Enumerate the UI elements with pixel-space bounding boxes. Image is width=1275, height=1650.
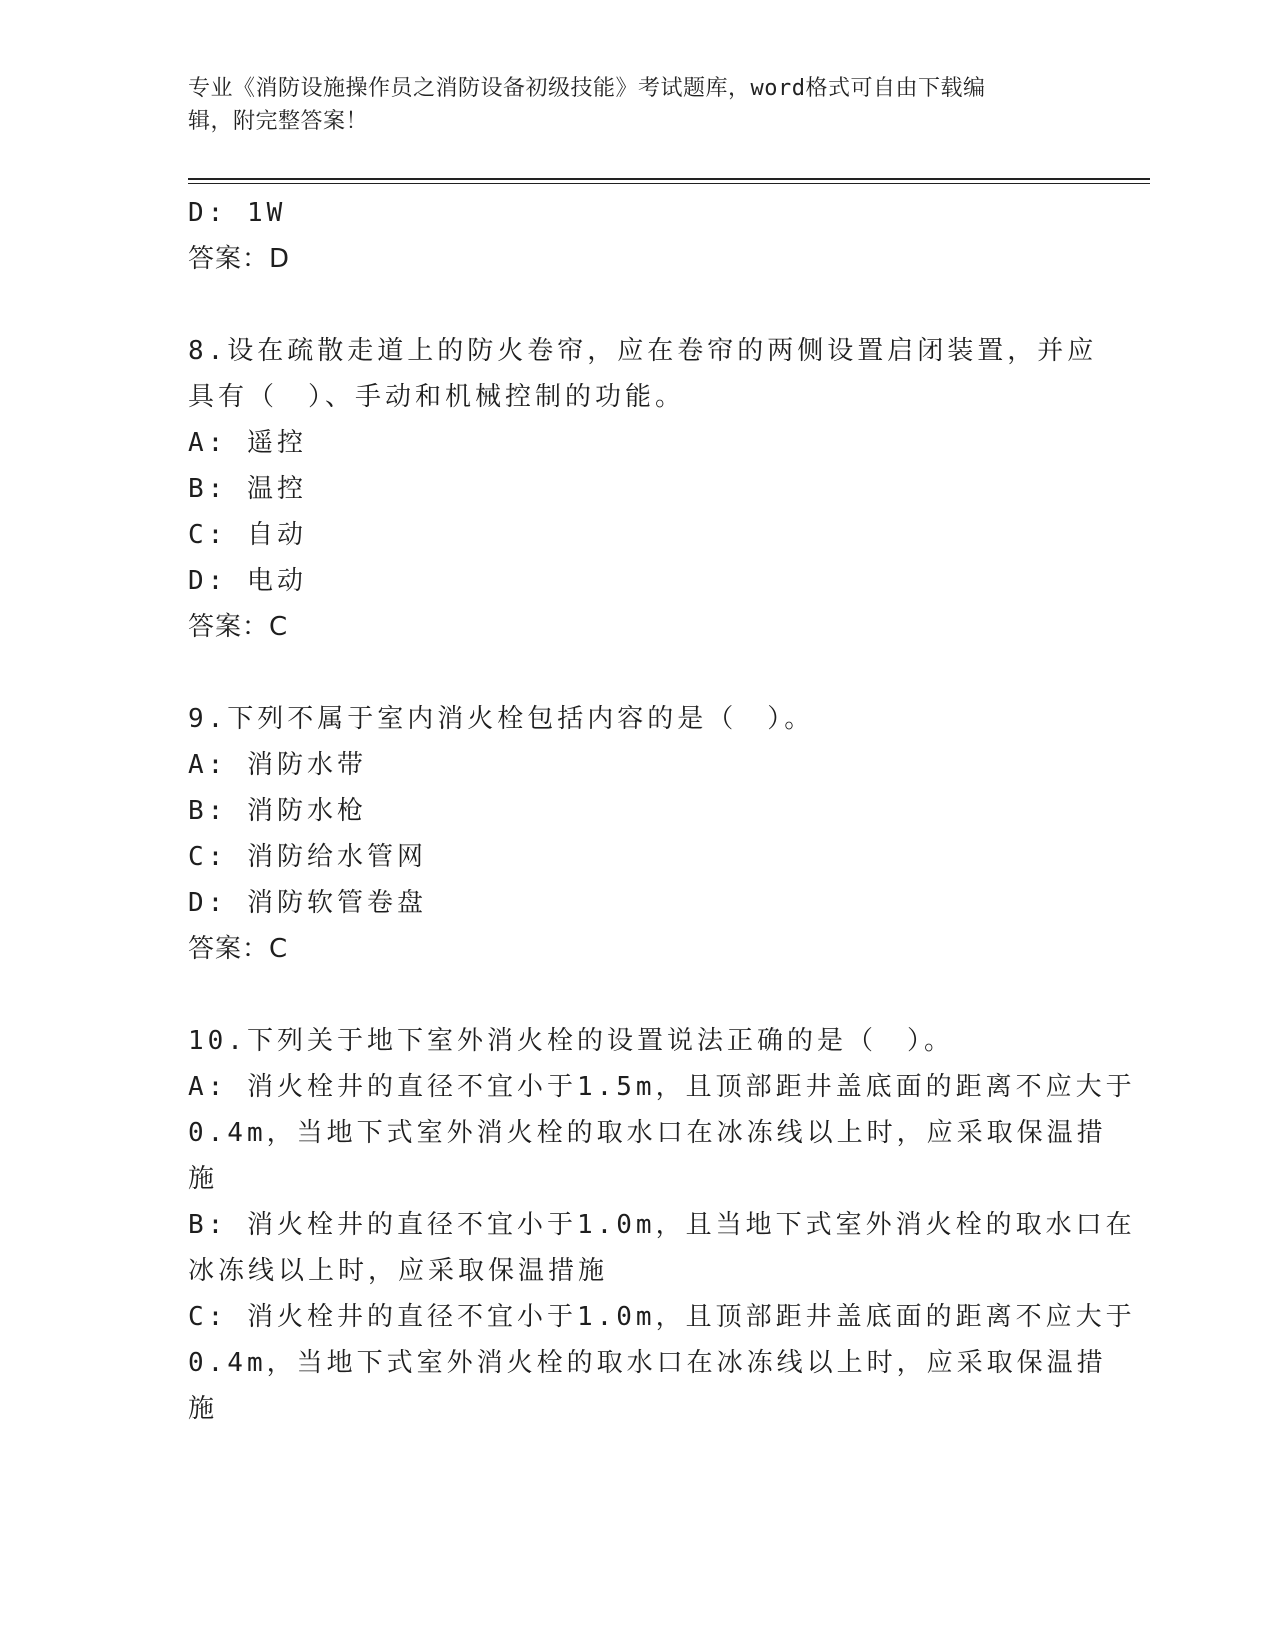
option-a: A: 消防水带 [188,750,367,780]
option-c: C: 消火栓井的直径不宜小于1.0m，且顶部距井盖底面的距离不应大于 [188,1302,1136,1332]
option-b: B: 消火栓井的直径不宜小于1.0m，且当地下式室外消火栓的取水口在 [188,1210,1136,1240]
header-line-1: 专业《消防设施操作员之消防设备初级技能》考试题库，word格式可自由下载编 [188,76,986,101]
option-b: B: 消防水枪 [188,796,367,826]
question-stem: 8.设在疏散走道上的防火卷帘，应在卷帘的两侧设置启闭装置，并应 [188,336,1098,366]
question-stem: 9.下列不属于室内消火栓包括内容的是（ ）。 [188,704,815,734]
option-d: D: 消防软管卷盘 [188,888,427,918]
spacer [188,282,1088,328]
option-d: D: 电动 [188,566,307,596]
option-a-continued: 施 [188,1164,219,1194]
option-d: D: 1W [188,198,287,228]
option-a-continued: 0.4m，当地下式室外消火栓的取水口在冰冻线以上时，应采取保温措 [188,1118,1107,1148]
option-c-continued: 0.4m，当地下式室外消火栓的取水口在冰冻线以上时，应采取保温措 [188,1348,1107,1378]
option-b-continued: 冰冻线以上时，应采取保温措施 [188,1256,609,1286]
answer-label: 答案：C [188,934,289,964]
answer-label: 答案：C [188,612,289,642]
question-8 [188,328,1098,650]
question-9 [188,696,1088,972]
page-header [188,72,1068,138]
option-a: A: 遥控 [188,428,307,458]
answer-label: 答案：D [188,244,291,274]
question-content [188,190,1136,1432]
option-c-continued: 施 [188,1394,219,1424]
spacer [188,650,1088,696]
question-stem: 具有（ ）、手动和机械控制的功能。 [188,382,686,412]
question-stem: 10.下列关于地下室外消火栓的设置说法正确的是（ ）。 [188,1026,954,1056]
header-rule-thin [188,183,1150,184]
question-10 [188,1018,1136,1432]
option-a: A: 消火栓井的直径不宜小于1.5m，且顶部距井盖底面的距离不应大于 [188,1072,1136,1102]
option-b: B: 温控 [188,474,307,504]
header-rule-thick [188,178,1150,180]
spacer [188,972,1088,1018]
option-c: C: 消防给水管网 [188,842,427,872]
option-c: C: 自动 [188,520,307,550]
question-7-tail [188,190,1088,282]
header-line-2: 辑，附完整答案！ [188,109,369,134]
